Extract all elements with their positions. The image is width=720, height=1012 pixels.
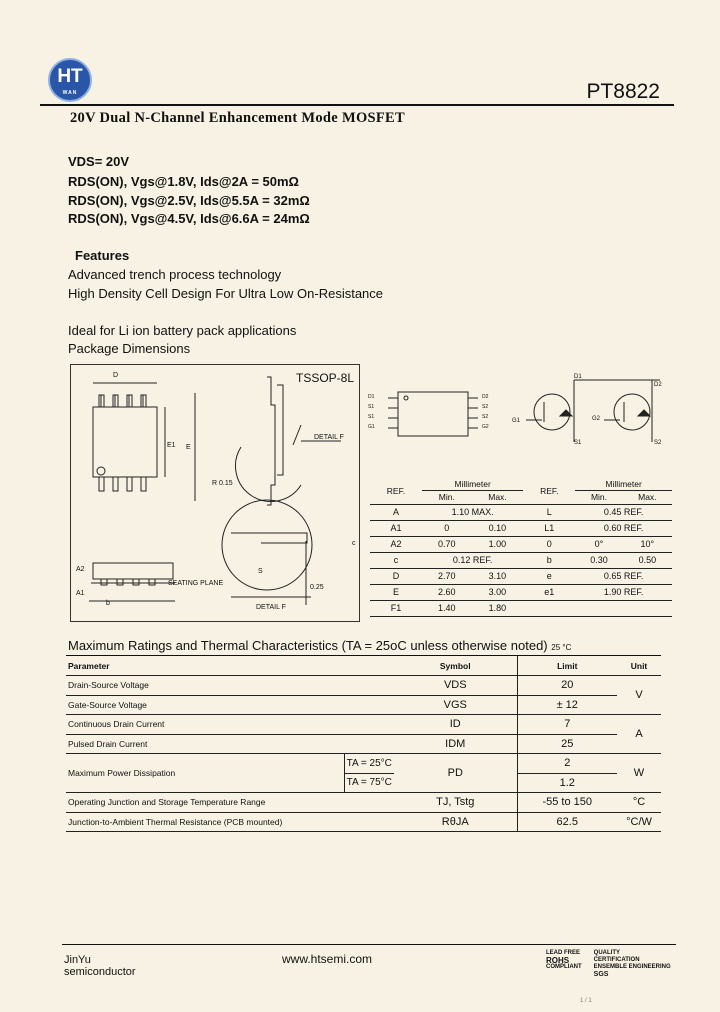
table-cell: L1 — [523, 520, 575, 536]
table-cell: D — [370, 568, 422, 584]
company-line-1: JinYu — [64, 954, 91, 966]
table-cell: 2.70 — [422, 568, 472, 584]
pin-left: G1 — [368, 424, 375, 430]
table-cell: Continuous Drain Current — [66, 715, 394, 735]
footer-rule — [62, 944, 676, 945]
dim-head-mm2: Millimeter — [575, 478, 672, 490]
table-cell: ID — [394, 715, 517, 735]
cert-text: CERTIFICATION — [593, 957, 640, 963]
col-symbol: Symbol — [394, 656, 517, 676]
dim-head-ref: REF. — [370, 478, 422, 504]
table-cell: Drain-Source Voltage — [66, 676, 394, 696]
max-ratings-title: Maximum Ratings and Thermal Characteristics (TA = 25oC unless otherwise noted) — [68, 638, 548, 653]
cert-text: ROHS — [546, 956, 570, 965]
table-cell: 0° — [575, 536, 622, 552]
seating-plane-label: SEATING PLANE — [168, 580, 224, 587]
table-cell: 10° — [623, 536, 672, 552]
radius-label: R 0.15 — [212, 480, 233, 487]
chip-pin-svg — [368, 388, 498, 440]
header-rule — [40, 104, 674, 106]
table-cell: 0.70 — [422, 536, 472, 552]
table-cell: VDS — [394, 676, 517, 696]
table-cell — [575, 600, 672, 616]
dim-label-b: b — [106, 600, 110, 607]
pin-left: S1 — [368, 414, 375, 420]
detail-f-label: DETAIL F — [314, 434, 344, 441]
table-cell: -55 to 150 — [517, 793, 617, 813]
spec-rds-2: RDS(ON), Vgs@2.5V, Ids@5.5A = 32mΩ — [68, 193, 310, 208]
table-row — [370, 552, 672, 568]
table-cell: c — [370, 552, 422, 568]
table-cell: e — [523, 568, 575, 584]
spec-rds-1: RDS(ON), Vgs@1.8V, Ids@2A = 50mΩ — [68, 174, 299, 189]
ratings-header — [66, 656, 661, 676]
table-cell: A1 — [370, 520, 422, 536]
table-cell: TA = 75°C — [344, 773, 394, 793]
website-link[interactable]: www.htsemi.com — [282, 952, 373, 966]
dim-sub-min: Min. — [422, 490, 472, 504]
table-cell: L — [523, 504, 575, 520]
label-d1: D1 — [574, 374, 582, 380]
table-cell: RθJA — [394, 812, 517, 832]
table-cell: W — [617, 754, 661, 793]
table-cell: 7 — [517, 715, 617, 735]
col-limit: Limit — [517, 656, 617, 676]
cert-text: SGS — [593, 971, 609, 978]
logo-subtext: WAN — [62, 90, 78, 96]
label-s1: S1 — [574, 440, 582, 446]
table-row — [370, 504, 672, 520]
table-cell: E — [370, 584, 422, 600]
part-number: PT8822 — [586, 80, 660, 103]
table-row — [370, 520, 672, 536]
table-row — [66, 793, 661, 813]
rohs-mark — [546, 950, 582, 978]
table-cell: 62.5 — [517, 812, 617, 832]
dim-table-header — [370, 478, 672, 490]
spec-rds-3: RDS(ON), Vgs@4.5V, Ids@6.6A = 24mΩ — [68, 211, 310, 226]
dim-label-d: D — [113, 372, 119, 379]
table-cell: 1.40 — [422, 600, 472, 616]
table-cell: 25 — [517, 734, 617, 754]
table-cell: 1.00 — [472, 536, 524, 552]
detail-f-label-2: DETAIL F — [256, 604, 286, 611]
table-cell: Maximum Power Dissipation — [66, 754, 344, 793]
table-cell: °C — [617, 793, 661, 813]
certification-marks — [546, 950, 671, 978]
pin-right: D2 — [482, 394, 489, 400]
table-row — [66, 812, 661, 832]
pin-right: S2 — [482, 404, 489, 410]
table-cell: Junction-to-Ambient Thermal Resistance (PCB mounted) — [66, 812, 394, 832]
label-d2: D2 — [654, 382, 662, 388]
table-cell: 1.10 MAX. — [422, 504, 523, 520]
table-cell: 0.30 — [575, 552, 622, 568]
pin-right: S2 — [482, 414, 489, 420]
cert-text: COMPLIANT — [546, 964, 582, 970]
chip-pin-diagram — [368, 388, 498, 440]
table-cell: F1 — [370, 600, 422, 616]
table-cell: 0.10 — [472, 520, 524, 536]
feature-item: Advanced trench process technology — [68, 267, 282, 282]
feature-item: High Density Cell Design For Ultra Low On-Resistance — [68, 286, 384, 301]
table-cell: e1 — [523, 584, 575, 600]
table-cell: Operating Junction and Storage Temperature Range — [66, 793, 394, 813]
page-title: 20V Dual N-Channel Enhancement Mode MOSFET — [70, 110, 405, 126]
company-line-2: semiconductor — [64, 966, 136, 978]
features-heading: Features — [75, 248, 130, 263]
max-ratings-note: 25 °C — [551, 643, 572, 652]
table-row — [370, 584, 672, 600]
label-g2: G2 — [592, 416, 601, 422]
company-name — [64, 954, 136, 978]
max-ratings-table — [66, 656, 661, 832]
table-cell: PD — [394, 754, 517, 793]
table-row — [370, 536, 672, 552]
mosfet-schematic — [512, 372, 668, 450]
table-cell: 20 — [517, 676, 617, 696]
cert-row — [546, 950, 671, 978]
table-cell: °C/W — [617, 812, 661, 832]
col-blank — [344, 656, 394, 676]
dim-sub-min2: Min. — [575, 490, 622, 504]
table-cell: 0.60 REF. — [575, 520, 672, 536]
dim-head-mm: Millimeter — [422, 478, 523, 490]
dim-head-ref2: REF. — [523, 478, 575, 504]
label-g1: G1 — [512, 418, 521, 424]
table-cell: Gate-Source Voltage — [66, 695, 394, 715]
table-cell: Pulsed Drain Current — [66, 734, 394, 754]
max-ratings-heading — [68, 638, 571, 653]
dimension-table — [370, 478, 672, 617]
table-cell: 3.10 — [472, 568, 524, 584]
table-cell: 3.00 — [472, 584, 524, 600]
pin-right: G2 — [482, 424, 489, 430]
table-cell: TA = 25°C — [344, 754, 394, 774]
table-cell: V — [617, 676, 661, 715]
quality-mark — [594, 950, 671, 978]
table-cell: ± 12 — [517, 695, 617, 715]
table-row — [66, 734, 661, 754]
cert-text: QUALITY — [593, 950, 621, 956]
table-cell: IDM — [394, 734, 517, 754]
dim-label-c: c — [352, 540, 356, 547]
table-cell: b — [523, 552, 575, 568]
table-cell: 2 — [517, 754, 617, 774]
feature-item: Ideal for Li ion battery pack applications — [68, 323, 297, 338]
table-row — [370, 568, 672, 584]
table-row — [66, 715, 661, 735]
dim-label-025: 0.25 — [310, 584, 324, 591]
table-cell: 0.45 REF. — [575, 504, 672, 520]
mosfet-schematic-svg — [512, 372, 668, 450]
label-s2: S2 — [654, 440, 662, 446]
table-cell: 2.60 — [422, 584, 472, 600]
dim-label-e: E — [186, 444, 191, 451]
table-cell: VGS — [394, 695, 517, 715]
cert-text: LEAD FREE — [546, 950, 581, 956]
dim-label-a2: A2 — [76, 566, 85, 573]
logo-text: HT — [57, 66, 83, 87]
table-row — [66, 754, 661, 774]
spec-vds: VDS= 20V — [68, 154, 130, 169]
feature-item: Package Dimensions — [68, 341, 191, 356]
col-parameter: Parameter — [66, 656, 344, 676]
table-cell: 1.2 — [517, 773, 617, 793]
table-row — [66, 676, 661, 696]
dim-label-a1: A1 — [76, 590, 85, 597]
pin-left: D1 — [368, 394, 375, 400]
package-name: TSSOP-8L — [296, 371, 355, 385]
table-cell — [523, 600, 575, 616]
dim-sub-max2: Max. — [623, 490, 672, 504]
page-mark: 1 / 1 — [580, 998, 592, 1004]
table-cell: A2 — [370, 536, 422, 552]
company-logo — [48, 58, 92, 102]
table-cell: TJ, Tstg — [394, 793, 517, 813]
pin-left: S1 — [368, 404, 375, 410]
col-unit: Unit — [617, 656, 661, 676]
table-cell: 0.65 REF. — [575, 568, 672, 584]
cert-text: ENSEMBLE ENGINEERING — [593, 964, 671, 970]
table-cell: A — [370, 504, 422, 520]
table-cell: 0 — [523, 536, 575, 552]
table-cell: 1.80 — [472, 600, 524, 616]
table-cell: 0.50 — [623, 552, 672, 568]
table-row — [66, 695, 661, 715]
table-cell: 1.90 REF. — [575, 584, 672, 600]
dim-label-s: S — [258, 568, 263, 575]
dim-label-e1: E1 — [167, 442, 176, 449]
dim-sub-max: Max. — [472, 490, 524, 504]
table-cell: 0.12 REF. — [422, 552, 523, 568]
table-row — [370, 600, 672, 616]
table-cell: A — [617, 715, 661, 754]
table-cell: 0 — [422, 520, 472, 536]
